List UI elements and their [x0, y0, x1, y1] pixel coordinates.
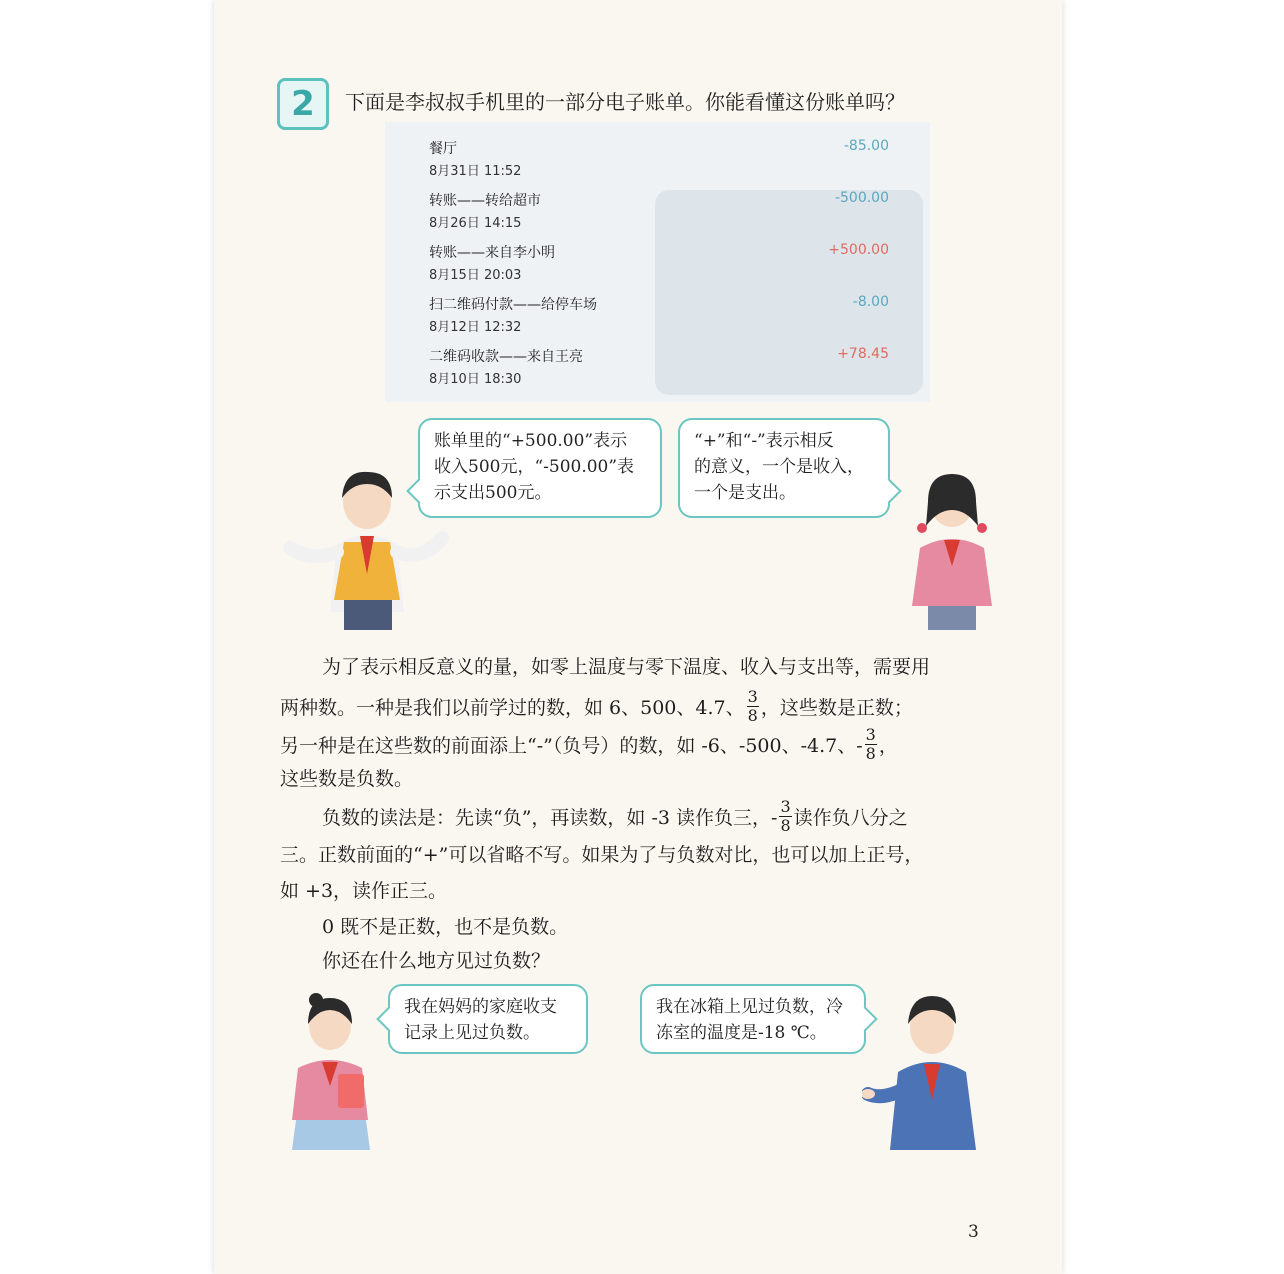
bill-item-amount: -85.00: [843, 138, 889, 154]
paragraph-line: [280, 726, 898, 763]
paragraph-line: 你还在什么地方见过负数？: [322, 950, 551, 972]
fraction-denominator: 8: [747, 706, 758, 725]
bubble-line: 记录上见过负数。: [404, 1023, 540, 1043]
bill-row: [429, 294, 889, 338]
paragraph-line: [322, 798, 908, 835]
fraction-numerator: 3: [780, 797, 791, 816]
bubble-line: 冻室的温度是-18 ℃。: [656, 1023, 827, 1043]
bubble-line: “+”和“-”表示相反: [694, 431, 834, 451]
bill-item-amount: -500.00: [834, 190, 889, 206]
text-segment: 另一种是在这些数的前面添上“-”（负号）的数，如 -6、-500、-4.7、-: [280, 735, 863, 757]
fraction-denominator: 8: [865, 744, 876, 763]
boy-figure-illustration: [282, 462, 452, 630]
bill-item-name: 二维码收款——来自王亮: [429, 349, 583, 365]
bill-item-date: 8月31日 11:52: [429, 164, 522, 179]
bill-row: [429, 138, 889, 182]
paragraph-line: 0 既不是正数，也不是负数。: [322, 916, 569, 938]
text-segment: ，: [878, 735, 898, 757]
fraction-numerator: 3: [747, 687, 758, 706]
bill-item-name: 餐厅: [429, 141, 457, 157]
fraction-3-8: [779, 798, 791, 835]
fraction-3-8: [865, 726, 877, 763]
bill-item-date: 8月10日 18:30: [429, 372, 522, 387]
paragraph-line: 这些数是负数。: [280, 768, 414, 790]
bill-item-date: 8月12日 12:32: [429, 320, 522, 335]
bill-item-name: 扫二维码付款——给停车场: [429, 297, 597, 313]
girl-with-book-illustration: [286, 990, 376, 1162]
bubble-line: 一个是支出。: [694, 483, 796, 503]
fraction-3-8: [747, 688, 759, 725]
question-text: 下面是李叔叔手机里的一部分电子账单。你能看懂这份账单吗？: [345, 90, 905, 114]
boy-pointing-illustration: [862, 990, 990, 1160]
bubble-line: 的意义，一个是收入，: [694, 457, 864, 477]
paragraph-line: [280, 688, 913, 725]
girl-figure-illustration: [906, 466, 998, 630]
bill-item-name: 转账——来自李小明: [429, 245, 555, 261]
bill-row: [429, 242, 889, 286]
bill-item-amount: -8.00: [852, 294, 889, 310]
bill-item-name: 转账——转给超市: [429, 193, 541, 209]
paragraph-line: 为了表示相反意义的量，如零上温度与零下温度、收入与支出等，需要用: [322, 656, 931, 678]
speech-bubble-girl-1: [678, 418, 890, 518]
bill-item-date: 8月15日 20:03: [429, 268, 522, 283]
fraction-denominator: 8: [780, 816, 791, 835]
fraction-numerator: 3: [865, 725, 876, 744]
phone-bill-panel: [385, 122, 930, 402]
bubble-line: 我在妈妈的家庭收支: [404, 997, 557, 1017]
speech-bubble-boy-2: [640, 984, 866, 1054]
question-number-badge: 2: [277, 78, 329, 130]
bubble-line: 我在冰箱上见过负数，冷: [656, 997, 843, 1017]
paragraph-line: 如 +3，读作正三。: [280, 880, 448, 902]
paragraph-line: 三。正数前面的“+”可以省略不写。如果为了与负数对比，也可以加上正号，: [280, 844, 924, 866]
text-segment: 读作负八分之: [793, 807, 908, 829]
bubble-line: 收入500元，“-500.00”表: [434, 457, 635, 477]
bubble-line: 账单里的“+500.00”表示: [434, 431, 628, 451]
bill-row: [429, 190, 889, 234]
speech-bubble-boy-1: [418, 418, 662, 518]
speech-bubble-girl-2: [388, 984, 588, 1054]
page-number: 3: [968, 1222, 979, 1242]
text-segment: ，这些数是正数；: [760, 697, 913, 719]
text-segment: 两种数。一种是我们以前学过的数，如 6、500、4.7、: [280, 697, 745, 719]
bill-item-amount: +500.00: [828, 242, 889, 258]
bill-item-date: 8月26日 14:15: [429, 216, 522, 231]
text-segment: 负数的读法是：先读“负”，再读数，如 -3 读作负三，-: [322, 807, 778, 829]
bill-item-amount: +78.45: [837, 346, 889, 362]
bill-row: [429, 346, 889, 390]
bubble-line: 示支出500元。: [434, 483, 552, 503]
